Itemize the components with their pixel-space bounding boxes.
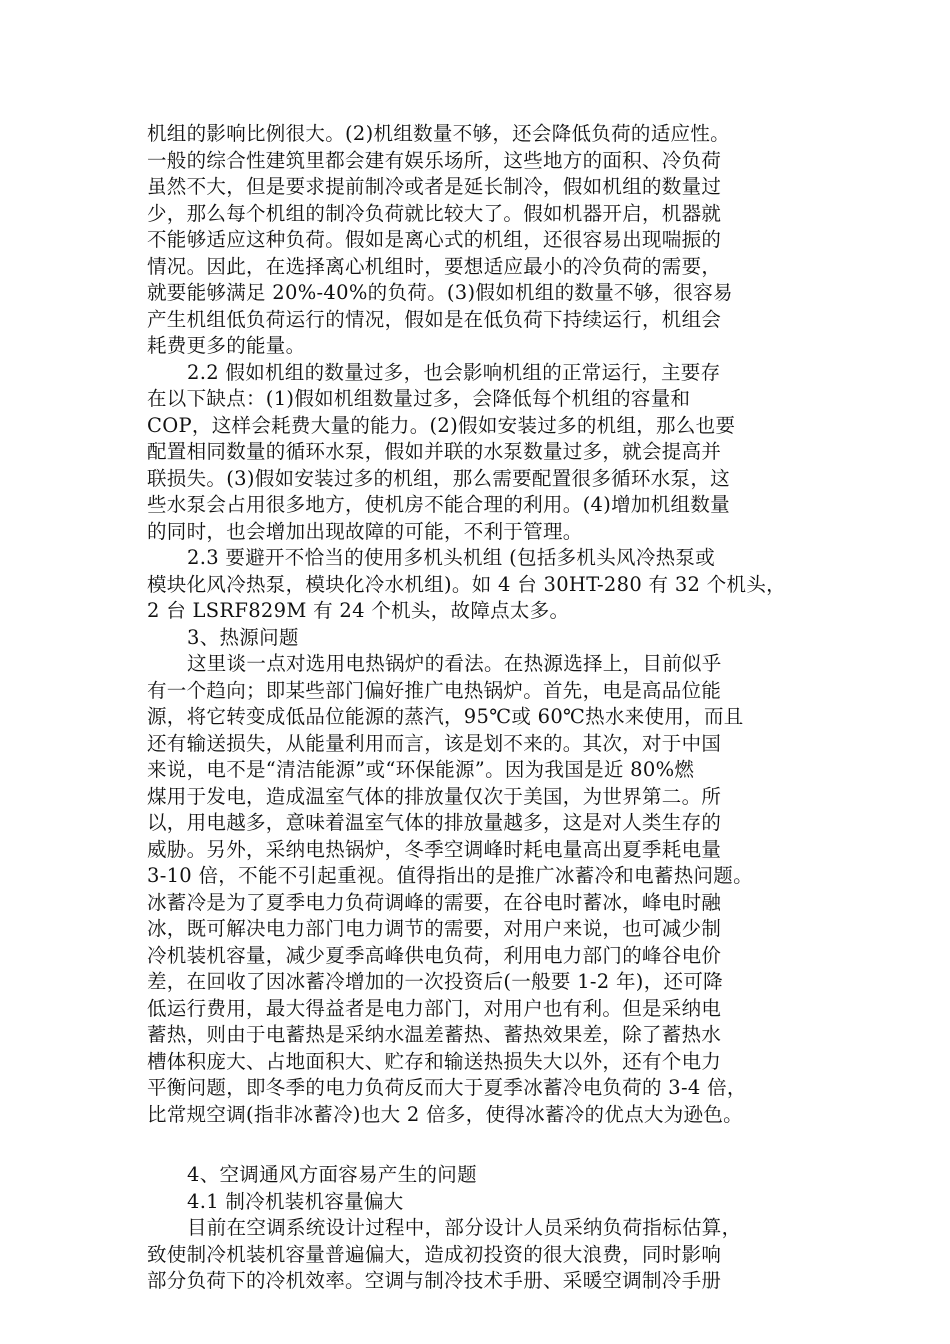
text-line: 3-10 倍，不能不引起重视。值得指出的是推广冰蓄冷和电蓄热问题。 bbox=[147, 864, 753, 887]
text-line: 来说，电不是“清洁能源”或“环保能源”。因为我国是近 80%燃 bbox=[147, 758, 695, 781]
text-line: 虽然不大，但是要求提前制冷或者是延长制冷，假如机组的数量过 bbox=[147, 175, 722, 198]
text-line: 的同时，也会增加出现故障的可能，不利于管理。 bbox=[147, 519, 583, 543]
text-line: 2.3 要避开不恰当的使用多机头机组 (包括多机头风冷热泵或 bbox=[187, 546, 716, 569]
text-line: 机组的影响比例很大。(2)机组数量不够，还会降低负荷的适应性。 bbox=[147, 122, 730, 145]
text-line: 这里谈一点对选用电热锅炉的看法。在热源选择上，目前似乎 bbox=[187, 652, 722, 675]
text-line: 以，用电越多，意味着温室气体的排放量越多，这是对人类生存的 bbox=[147, 811, 722, 834]
text-line: 差，在回收了因冰蓄冷增加的一次投资后(一般要 1-2 年)，还可降 bbox=[147, 970, 723, 993]
body-text bbox=[147, 121, 807, 1295]
text-line: 一般的综合性建筑里都会建有娱乐场所，这些地方的面积、冷负荷 bbox=[147, 148, 722, 172]
text-line: COP，这样会耗费大量的能力。(2)假如安装过多的机组，那么也要 bbox=[147, 413, 736, 437]
text-line: 2 台 LSRF829M 有 24 个机头，故障点太多。 bbox=[147, 599, 570, 622]
text-line: 2.2 假如机组的数量过多，也会影响机组的正常运行，主要存 bbox=[187, 360, 721, 384]
text-line: 蓄热，则由于电蓄热是采纳水温差蓄热、蓄热效果差，除了蓄热水 bbox=[147, 1023, 722, 1046]
text-line: 模块化风冷热泵，模块化冷水机组)。如 4 台 30HT-280 有 32 个机头， bbox=[147, 572, 786, 596]
text-line: 产生机组低负荷运行的情况，假如是在低负荷下持续运行，机组会 bbox=[147, 307, 722, 331]
text-line: 槽体积庞大、占地面积大、贮存和输送热损失大以外，还有个电力 bbox=[147, 1049, 722, 1073]
text-line: 低运行费用，最大得益者是电力部门，对用户也有利。但是采纳电 bbox=[147, 996, 722, 1020]
text-line: 威胁。另外，采纳电热锅炉，冬季空调峰时耗电量高出夏季耗电量 bbox=[147, 837, 722, 861]
text-line: 冰蓄冷是为了夏季电力负荷调峰的需要，在谷电时蓄冰，峰电时融 bbox=[147, 890, 722, 914]
text-line: 源，将它转变成低品位能源的蒸汽，95℃或 60℃热水来使用，而且 bbox=[147, 705, 744, 728]
text-line: 在以下缺点：(1)假如机组数量过多，会降低每个机组的容量和 bbox=[147, 387, 691, 410]
text-line: 耗费更多的能量。 bbox=[147, 334, 306, 357]
text-line: 冰，既可解决电力部门电力调节的需要，对用户来说，也可减少制 bbox=[147, 917, 722, 940]
text-line: 些水泵会占用很多地方，使机房不能合理的利用。(4)增加机组数量 bbox=[147, 493, 730, 516]
text-line: 还有输送损失，从能量利用而言，该是划不来的。其次，对于中国 bbox=[147, 731, 722, 755]
text-line: 配置相同数量的循环水泵，假如并联的水泵数量过多，就会提高并 bbox=[147, 440, 722, 463]
text-line: 目前在空调系统设计过程中，部分设计人员采纳负荷指标估算， bbox=[187, 1216, 742, 1239]
text-line: 就要能够满足 20%-40%的负荷。(3)假如机组的数量不够，很容易 bbox=[147, 281, 733, 304]
section-heading: 4、空调通风方面容易产生的问题 bbox=[187, 1163, 477, 1186]
subsection-heading: 4.1 制冷机装机容量偏大 bbox=[187, 1189, 404, 1213]
text-line: 不能够适应这种负荷。假如是离心式的机组，还很容易出现喘振的 bbox=[147, 228, 722, 251]
text-line: 部分负荷下的冷机效率。空调与制冷技术手册、采暖空调制冷手册 bbox=[147, 1269, 722, 1292]
text-line: 平衡问题，即冬季的电力负荷反而大于夏季冰蓄冷电负荷的 3-4 倍， bbox=[147, 1076, 747, 1099]
text-line: 煤用于发电，造成温室气体的排放量仅次于美国，为世界第二。所 bbox=[147, 784, 722, 808]
text-line: 少，那么每个机组的制冷负荷就比较大了。假如机器开启，机器就 bbox=[147, 201, 722, 225]
text-line: 联损失。(3)假如安装过多的机组，那么需要配置很多循环水泵，这 bbox=[147, 466, 730, 490]
text-line: 情况。因此，在选择离心机组时，要想适应最小的冷负荷的需要， bbox=[147, 254, 722, 278]
text-line: 致使制冷机装机容量普遍偏大，造成初投资的很大浪费，同时影响 bbox=[147, 1242, 722, 1266]
text-line: 有一个趋向；即某些部门偏好推广电热锅炉。首先，电是高品位能 bbox=[147, 678, 722, 702]
section-heading: 3、热源问题 bbox=[187, 625, 299, 649]
text-line: 冷机装机容量，减少夏季高峰供电负荷，利用电力部门的峰谷电价 bbox=[147, 943, 722, 967]
blank-line bbox=[147, 1128, 807, 1162]
text-line: 比常规空调(指非冰蓄冷)也大 2 倍多，使得冰蓄冷的优点大为逊色。 bbox=[147, 1102, 743, 1126]
